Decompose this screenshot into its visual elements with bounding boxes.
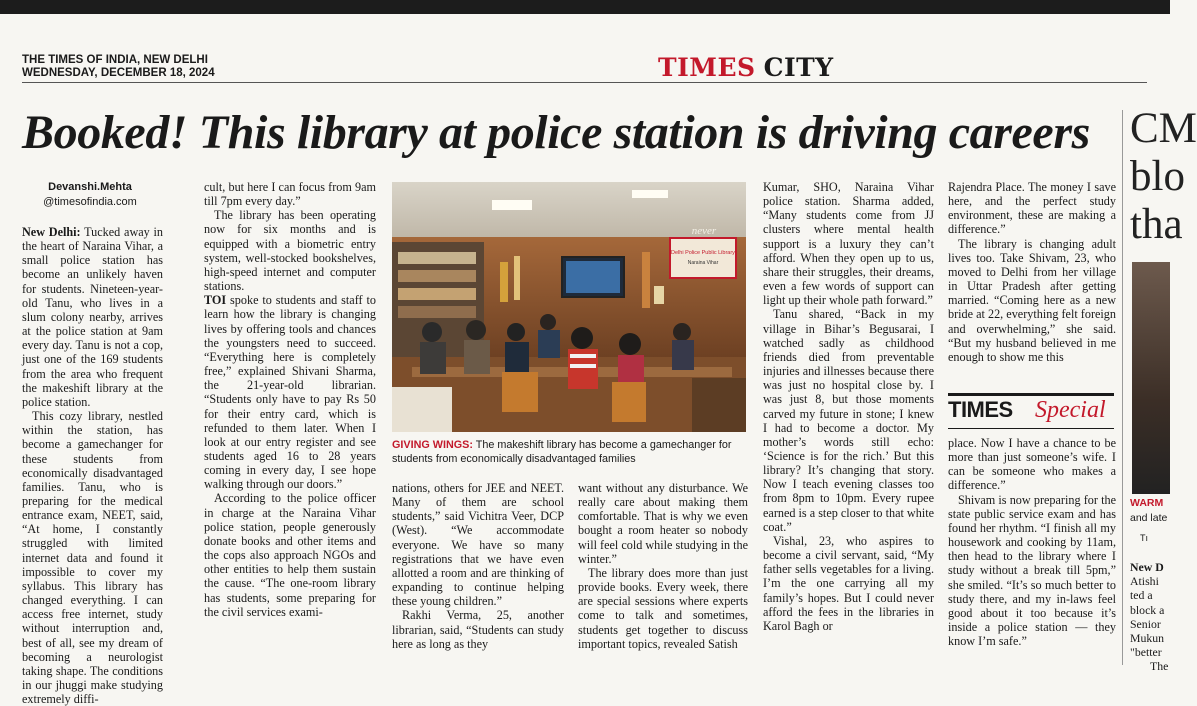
side-headline-line: blo — [1130, 153, 1185, 200]
top-border-bar — [0, 0, 1170, 14]
article-column-3 — [392, 481, 564, 651]
side-story-headline — [1130, 105, 1197, 249]
paragraph: Shivam is now preparing for the state public service exam and has found her rhythm. “I finish all my housework and cooking by 11am, then head to the library where I study without a break till 5pm,” she smiled. “It’s so much better to study there, and my in-laws feel good about it too because it’s inside a police station — they know I’m safe.” — [948, 492, 1116, 649]
caption-label: GIVING WINGS: — [392, 439, 473, 451]
headline: Booked! This library at police station is driving careers — [22, 106, 1090, 159]
masthead-city: CITY — [763, 53, 834, 82]
paragraph: Tanu shared, “Back in my village in Bihar’s Begusarai, I watched sadly as childhood friends died from preventable injuries and illnesses because there was just no hospital close by. I was just 8, but those moments carved my future in stone; I knew I had to become a doctor. My mother’s words still echo: ‘Science is for the rich.’ But this library? It’s changing that story. Now I teach evening classes too from 8pm to 10pm. Every rupee earned is a step closer to that white coat.” — [763, 307, 934, 534]
side-text-line: ted a — [1130, 588, 1153, 603]
article-column-6-bottom — [948, 436, 1116, 648]
paragraph: This cozy library, nestled within the station, has become a gamechanger for these students from economically disadvantaged families. Tanu, who is preparing for the medical entrance exam, NEET, said, “At home, I constantly struggled with limited internet data and found it impossible to cover my syllabus. This library has changed everything. I can access free internet, study without interruption and, best of all, see my dream of becoming a neurologist taking shape. The conditions in our jhuggi make studying extremely diffi- — [22, 409, 163, 706]
dateline: New Delhi: — [22, 225, 81, 239]
paragraph: The library has been operating now for six months and is equipped with a biometric entry system, well-stocked bookshelves, high-speed internet and computer stations. — [204, 208, 376, 294]
photo-caption — [392, 438, 748, 466]
times-special-box — [948, 393, 1114, 429]
header-rule — [22, 82, 1147, 83]
edition-line: THE TIMES OF INDIA, NEW DELHI — [22, 54, 208, 66]
caption-text: The makeshift library has become a gamechanger for students from economically disadvantaged families — [392, 439, 732, 465]
paragraph: The library is changing adult lives too. Take Shivam, 23, who moved to Delhi from her village in Uttar Pradesh after getting married. “Coming here as a new bride at 22, everything felt foreign and overwhelming,” she said. “But my husband believed in me enough to show me this — [948, 236, 1116, 364]
article-column-2 — [204, 180, 376, 619]
paragraph: New Delhi: Tucked away in the heart of Naraina Vihar, a small police station has become an unlikely haven for students. Nineteen-year-old Tanu, who lives in a slum colony nearby, arrives at the police station at 9am every day. Tanu is not a cop, just one of the 169 students from the area who frequent the makeshift library at the police station. — [22, 225, 163, 409]
library-photo-illustration — [392, 182, 746, 432]
paragraph: want without any disturbance. We really care about making them comfortable. That is why we even bought a room heater so nobody will feel cold while studying in the winter.” — [578, 481, 748, 566]
edition-date: WEDNESDAY, DECEMBER 18, 2024 — [22, 67, 215, 79]
side-text-line: Mukun — [1130, 631, 1165, 646]
article-column-1 — [22, 225, 163, 706]
side-caption-label: WARM — [1130, 497, 1164, 509]
side-caption-text: and late — [1130, 512, 1168, 524]
paragraph: Kumar, SHO, Naraina Vihar police station. Sharma added, “Many students come from JJ clusters where mental health support is a luxury they can’t afford. When they open up to us, share their struggles, their dreams, even a few words of support can light up their whole path forward.” — [763, 180, 934, 308]
photo-banner-text: Delhi Police Public Library — [671, 250, 735, 256]
side-story-photo — [1132, 262, 1170, 494]
edition-info — [22, 54, 215, 80]
side-caption-tail: Tı — [1140, 533, 1148, 543]
special-label: Special — [1035, 397, 1106, 423]
side-headline-line: CM — [1130, 105, 1197, 152]
photo-wall-sign: never — [691, 225, 717, 237]
paragraph: Rajendra Place. The money I save here, and the perfect study environment, these are making a difference.” — [948, 180, 1116, 237]
side-headline-line: tha — [1130, 201, 1183, 248]
paragraph: Vishal, 23, who aspires to become a civil servant, said, “My father sells vegetables for a living. I’m the one carrying all my family’s hopes. But I could never afford the fees in the libraries in Karol Bagh or — [763, 533, 934, 633]
special-times: TIMES — [948, 397, 1013, 422]
masthead-times: TIMES — [658, 53, 756, 82]
byline — [22, 180, 158, 210]
article-column-4 — [578, 481, 748, 651]
library-photo — [392, 182, 746, 432]
paragraph: TOI spoke to students and staff to learn how the library is changing lives by offering tools and chances the youngsters need to succeed. “Everything here is completely free,” explained Shivani Sharma, the 21-year-old librarian. “Students only have to pay Rs 50 for their entry card, which is refunded to them later. When I look at our entry register and see students aged 16 to 28 years coming in every day, I see hope walking through our doors.” — [204, 293, 376, 492]
article-column-5 — [763, 180, 934, 633]
column-rule — [1122, 110, 1123, 665]
toi-lead: TOI — [204, 293, 227, 308]
paragraph: nations, others for JEE and NEET. Many of them are school students,” said Vichitra Veer, DCP (West). “We accommodate everyone. We have so many registrations that we have even allotted a room and are thinking of expanding to continue helping these young children.” — [392, 481, 564, 609]
side-story-caption — [1130, 496, 1167, 546]
paragraph: place. Now I have a chance to be more than just someone’s wife. I can be someone who makes a difference.” — [948, 436, 1116, 493]
paragraph: Rakhi Verma, 25, another librarian, said, “Students can study here as long as they — [392, 608, 564, 651]
paragraph: According to the police officer in charge at the Naraina Vihar police station, people generously donate books and other items and the cops also approach NGOs and other entities to help them sustain the cause. “The one-room library has students, some preparing for the civil services exami- — [204, 491, 376, 619]
photo-banner-sub: Naraina Vihar — [687, 260, 719, 266]
paragraph: cult, but here I can focus from 9am till 7pm every day.” — [204, 180, 376, 209]
side-text-line: New D — [1130, 560, 1164, 574]
paragraph: The library does more than just provide books. Every week, there are special sessions where experts come to talk and sometimes, students get together to discuss important topics, revealed Satish — [578, 565, 748, 651]
byline-handle: @timesofindia.com — [43, 196, 137, 208]
byline-author: Devanshi.Mehta — [48, 181, 132, 193]
side-text-line: block a — [1130, 602, 1165, 617]
section-masthead — [658, 53, 834, 82]
side-text-line: Senior — [1130, 616, 1161, 631]
side-text-line: Atishi — [1130, 574, 1159, 589]
side-story-text — [1130, 560, 1168, 674]
side-text-line: The — [1150, 659, 1169, 674]
side-text-line: "better — [1130, 645, 1162, 660]
article-column-6-top — [948, 180, 1116, 364]
